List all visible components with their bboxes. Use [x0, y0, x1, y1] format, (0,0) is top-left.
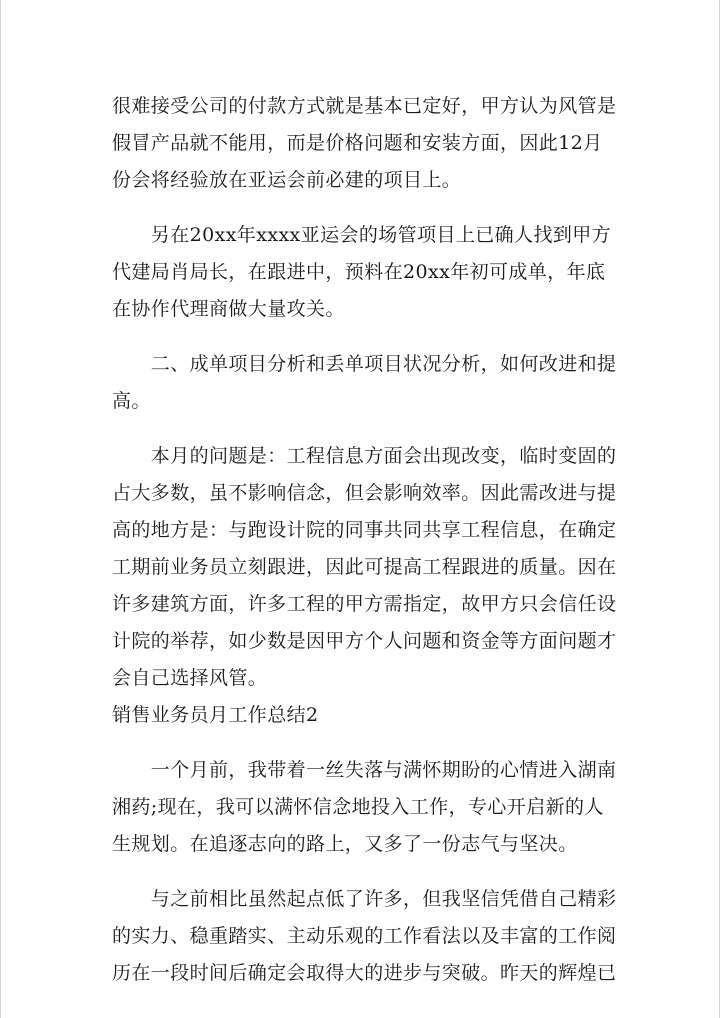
- paragraph-1: [112, 88, 617, 199]
- text-line: 很难接受公司的付款方式就是基本已定好，甲方认为风管是: [112, 95, 617, 117]
- document-body: [112, 88, 617, 992]
- paragraph-3: [112, 346, 617, 420]
- text-line: 占大多数，虽不影响信念，但会影响效率。因此需改进与提: [112, 482, 617, 504]
- text-line: 代建局肖局长，在跟进中，预料在20xx年初可成单，年底: [112, 261, 606, 283]
- paragraph-6: [112, 881, 617, 992]
- text-line: 一个月前，我带着一丝失落与满怀期盼的心情进入湖南: [112, 759, 617, 781]
- text-line: 许多建筑方面，许多工程的甲方需指定，故甲方只会信任设: [112, 593, 617, 615]
- text-line: 本月的问题是：工程信息方面会出现改变，临时变固的: [112, 445, 617, 467]
- text-line: 会自己选择风管。: [112, 667, 268, 689]
- text-line: 生规划。在追逐志向的路上，又多了一份志气与坚决。: [112, 833, 578, 855]
- text-line: 另在20xx年xxxx亚运会的场管项目上已确人找到甲方: [112, 224, 612, 246]
- text-line: 的实力、稳重踏实、主动乐观的工作看法以及丰富的工作阅: [112, 925, 617, 947]
- text-line: 计院的举荐，如少数是因甲方个人问题和资金等方面问题才: [112, 630, 617, 652]
- text-line: 在协作代理商做大量攻关。: [112, 298, 345, 320]
- text-line: 湘药;现在，我可以满怀信念地投入工作，专心开启新的人: [112, 796, 604, 818]
- text-line: 历在一段时间后确定会取得大的进步与突破。昨天的辉煌已: [112, 962, 617, 984]
- text-line: 二、成单项目分析和丢单项目状况分析，如何改进和提: [112, 353, 617, 375]
- text-line: 高。: [112, 390, 151, 412]
- text-line: 高的地方是：与跑设计院的同事共同共享工程信息，在确定: [112, 519, 617, 541]
- text-line: 假冒产品就不能用，而是价格问题和安装方面，因此12月: [112, 132, 603, 154]
- text-line: 份会将经验放在亚运会前必建的项目上。: [112, 169, 462, 191]
- text-line: 工期前业务员立刻跟进，因此可提高工程跟进的质量。因在: [112, 556, 617, 578]
- paragraph-2: [112, 217, 612, 328]
- paragraph-4: [112, 438, 617, 734]
- paragraph-5: [112, 752, 617, 863]
- text-line: 与之前相比虽然起点低了许多，但我坚信凭借自己精彩: [112, 888, 617, 910]
- section-heading: 销售业务员月工作总结2: [112, 704, 319, 726]
